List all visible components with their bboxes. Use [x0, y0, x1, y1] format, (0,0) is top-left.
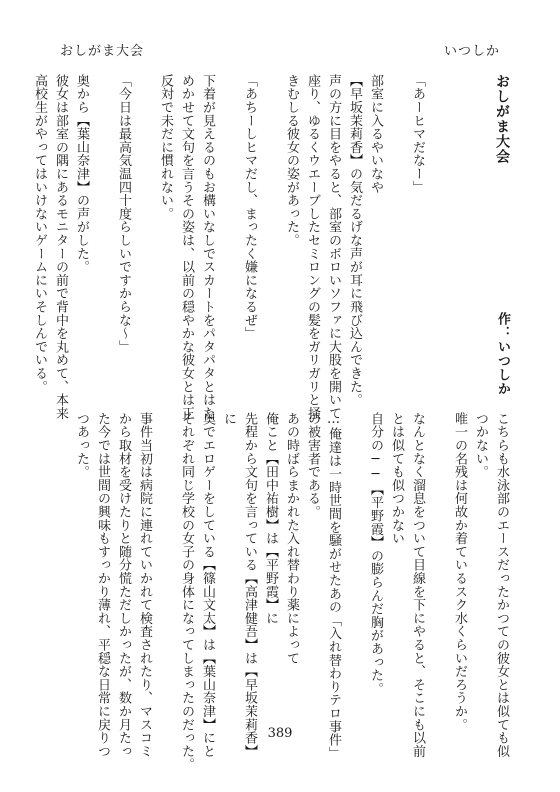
text-column: 高校生がやってはいけないゲームにいそしんでいる。 — [32, 74, 47, 394]
text-column: た今では世間の興味もすっかり薄れ、平穏な日常に戻りつ — [95, 412, 110, 758]
text-column: 先程から文句を言っている【高津健吾】は【早坂茉莉香】 — [242, 412, 257, 758]
upper-text-block — [32, 74, 512, 420]
text-column — [344, 412, 365, 712]
text-column: 事件当初は病院に連れていかれて検査されたり、マスコミ — [137, 412, 152, 758]
text-column — [260, 74, 281, 374]
text-column: 俺こと【田中祐樹】は【平野霞】に — [263, 412, 278, 625]
text-column: 声の方に目をやると、部室のボロいソファに大股を開いて — [326, 74, 341, 420]
text-column: から取材を受けたりと随分慌ただしかったが、数か月たっ — [116, 412, 131, 758]
text-column — [428, 74, 449, 374]
running-head-title: おしがま大会 — [60, 44, 145, 59]
text-column: なんとなく溜息をついて目線を下にやると、そこにも以前 — [410, 412, 425, 758]
text-column: 部室に入るやいなや — [368, 74, 383, 194]
story-author: 作：いつしか — [495, 312, 510, 396]
text-column: 下着が見えるのもお構いなしでスカートをパタパタとはた — [200, 74, 215, 420]
text-column: 「あーヒマだなー」 — [410, 74, 425, 194]
text-column: こちらも水泳部のエースだったかつての彼女とは似ても似 — [494, 412, 509, 758]
text-column — [470, 74, 491, 374]
text-column — [92, 74, 113, 374]
story-title: おしがま大会 — [494, 74, 510, 164]
running-head-author: いつしか — [443, 44, 500, 59]
text-column: 座り、ゆるくウエーブしたセミロングの髪をガリガリと掻 — [305, 74, 320, 420]
text-column: 【早坂茉莉香】の気だるげな声が耳に飛び込んできた。 — [347, 74, 362, 407]
text-column: 「今日は最高気温四十度らしいですからな〜」 — [116, 74, 131, 354]
text-column: 彼女は部室の隅にあるモニターの前で背中を丸めて、本来 — [53, 74, 68, 420]
text-column: 反対で未だに慣れない。 — [158, 74, 173, 221]
text-column: 「あちーしヒマだし、まったく嫌になるぜ」 — [242, 74, 257, 340]
text-column: きむしる彼女の姿があった。 — [284, 74, 299, 247]
text-column: 自分の──【平野霞】の膨らんだ胸があった。 — [368, 412, 383, 696]
text-column — [491, 74, 512, 374]
text-column — [155, 412, 176, 712]
text-column: それぞれ同じ学校の女子の身体になってしまったのだった。 — [179, 412, 194, 772]
text-column: 奥から【葉山奈津】の声がした。 — [74, 74, 89, 274]
text-column — [386, 74, 407, 374]
text-column: めかせて文句を言うその姿は、以前の穏やかな彼女とは正 — [179, 74, 194, 420]
page-number: 389 — [267, 726, 293, 741]
text-column: …俺達は一時世間を騒がせたあの「入れ替わりテロ事件」 — [326, 412, 341, 760]
text-column — [218, 74, 239, 374]
text-column — [428, 412, 449, 712]
text-column: の被害者である。 — [305, 412, 320, 519]
text-column: 唯一の名残は何故か着ているスク水くらいだろうか。 — [452, 412, 467, 732]
text-column: 奥でエロゲーをしている【篠山文太】は【葉山奈津】にと — [200, 412, 215, 758]
text-column — [134, 74, 155, 374]
text-column: とは似ても似つかない — [389, 412, 404, 545]
text-column: つかない。 — [473, 412, 488, 479]
text-column: あの時ばらまかれた入れ替わり薬によって — [284, 412, 299, 665]
text-column: つあった。 — [74, 412, 89, 479]
text-column: に — [221, 412, 236, 426]
text-column — [449, 74, 470, 374]
